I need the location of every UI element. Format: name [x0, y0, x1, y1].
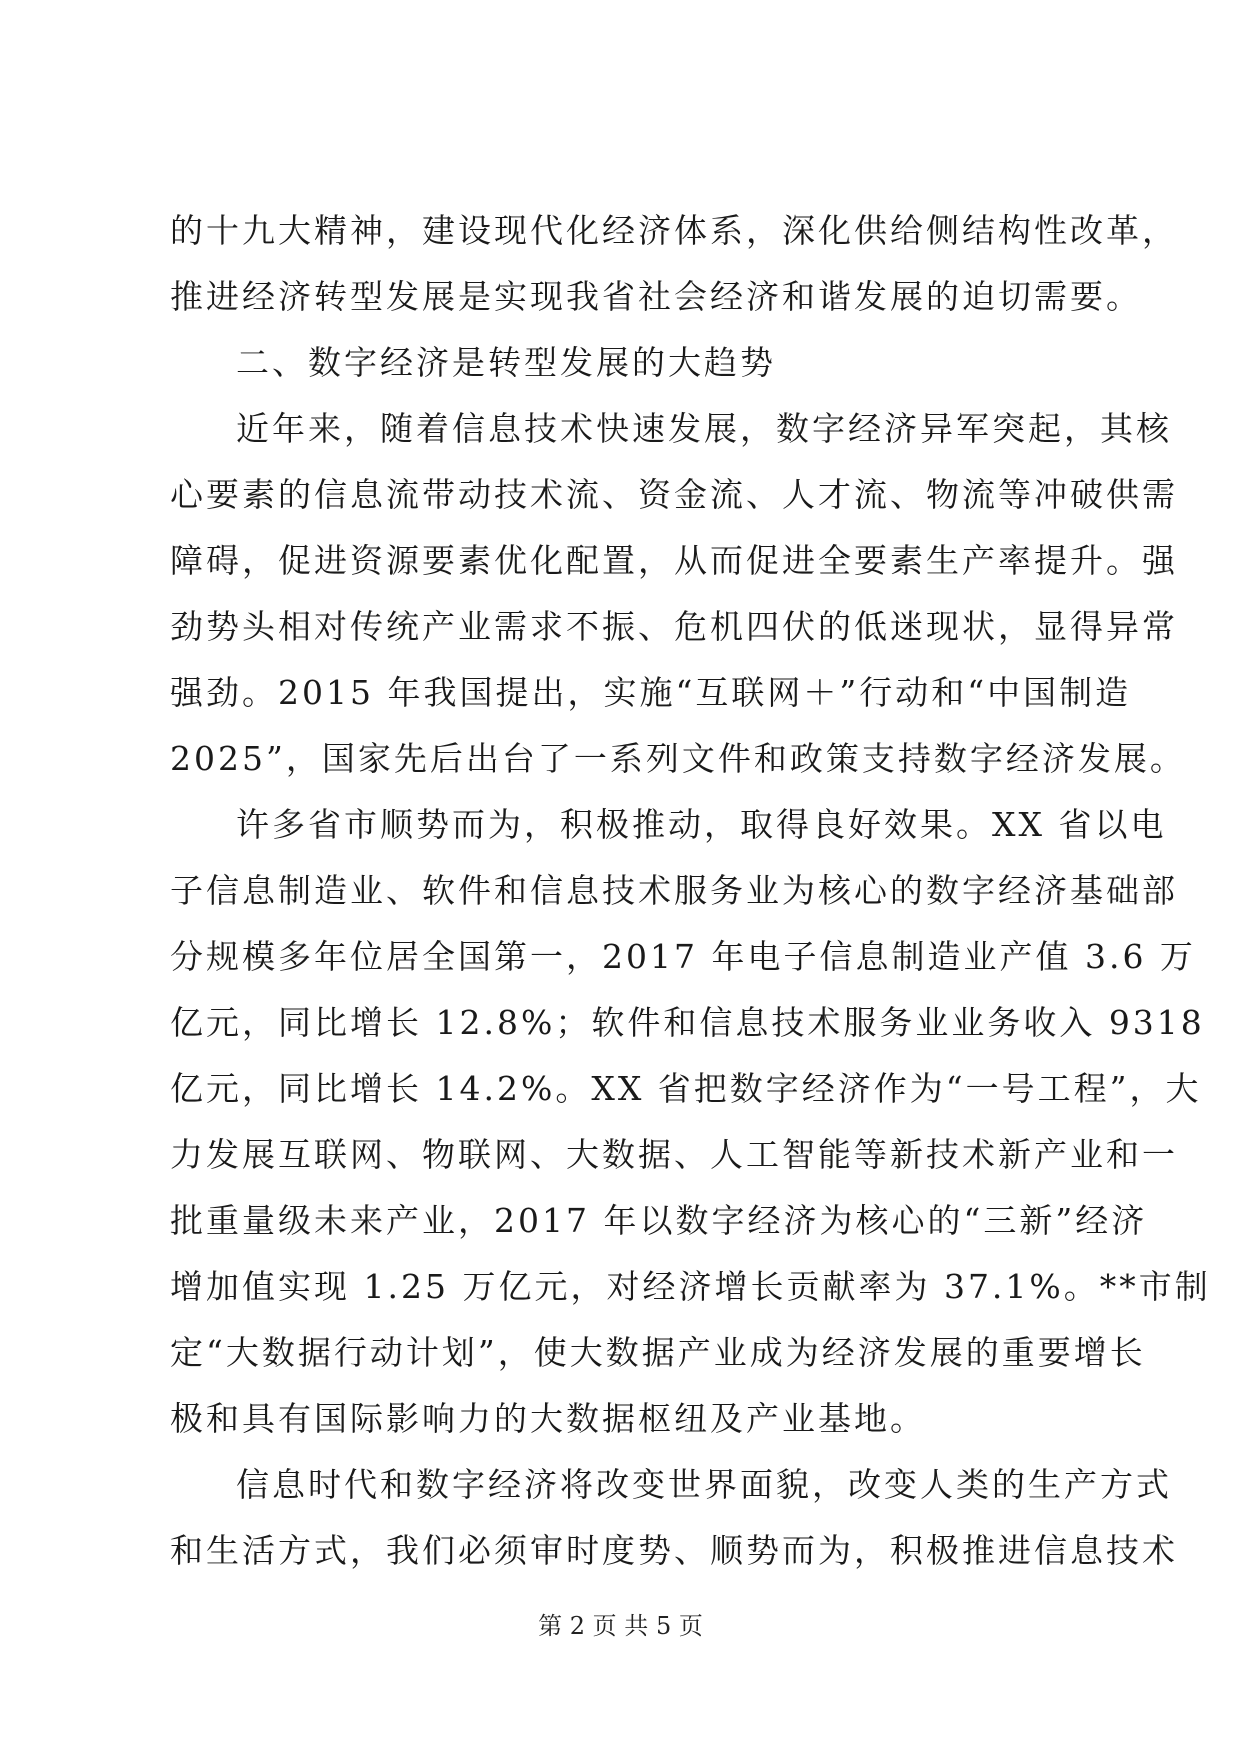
text-line: 和生活方式，我们必须审时度势、顺势而为，积极推进信息技术 [170, 1531, 1178, 1570]
paragraph-information-era [170, 1452, 1178, 1584]
paragraph-continuation [170, 198, 1178, 330]
text-line: 2025”，国家先后出台了一系列文件和政策支持数字经济发展。 [170, 739, 1186, 778]
text-line: 极和具有国际影响力的大数据枢纽及产业基地。 [170, 1399, 926, 1438]
text-line: 许多省市顺势而为，积极推动，取得良好效果。XX 省以电 [236, 805, 1167, 844]
page-number-footer: 第 2 页 共 5 页 [538, 1612, 703, 1640]
text-line: 强劲。2015 年我国提出，实施“互联网＋”行动和“中国制造 [170, 673, 1132, 712]
text-line: 力发展互联网、物联网、大数据、人工智能等新技术新产业和一 [170, 1135, 1178, 1174]
text-line: 劲势头相对传统产业需求不振、危机四伏的低迷现状，显得异常 [170, 607, 1178, 646]
paragraph-digital-economy-trend [170, 396, 1186, 792]
text-line: 心要素的信息流带动技术流、资金流、人才流、物流等冲破供需 [170, 475, 1178, 514]
text-line: 近年来，随着信息技术快速发展，数字经济异军突起，其核 [236, 409, 1172, 448]
document-body [170, 198, 1211, 1584]
text-line: 信息时代和数字经济将改变世界面貌，改变人类的生产方式 [236, 1465, 1172, 1504]
paragraph-provincial-examples [170, 792, 1211, 1452]
text-line: 分规模多年位居全国第一，2017 年电子信息制造业产值 3.6 万 [170, 937, 1196, 976]
section-heading: 二、数字经济是转型发展的大趋势 [236, 343, 776, 382]
text-line: 的十九大精神，建设现代化经济体系，深化供给侧结构性改革， [170, 211, 1178, 250]
text-line: 批重量级未来产业，2017 年以数字经济为核心的“三新”经济 [170, 1201, 1148, 1240]
text-line: 亿元，同比增长 12.8%；软件和信息技术服务业业务收入 9318 [170, 1003, 1205, 1042]
text-line: 子信息制造业、软件和信息技术服务业为核心的数字经济基础部 [170, 871, 1178, 910]
text-line: 推进经济转型发展是实现我省社会经济和谐发展的迫切需要。 [170, 277, 1142, 316]
text-line: 亿元，同比增长 14.2%。XX 省把数字经济作为“一号工程”，大 [170, 1069, 1202, 1108]
text-line: 定“大数据行动计划”，使大数据产业成为经济发展的重要增长 [170, 1333, 1146, 1372]
text-line: 增加值实现 1.25 万亿元，对经济增长贡献率为 37.1%。**市制 [170, 1267, 1211, 1306]
text-line: 障碍，促进资源要素优化配置，从而促进全要素生产率提升。强 [170, 541, 1178, 580]
